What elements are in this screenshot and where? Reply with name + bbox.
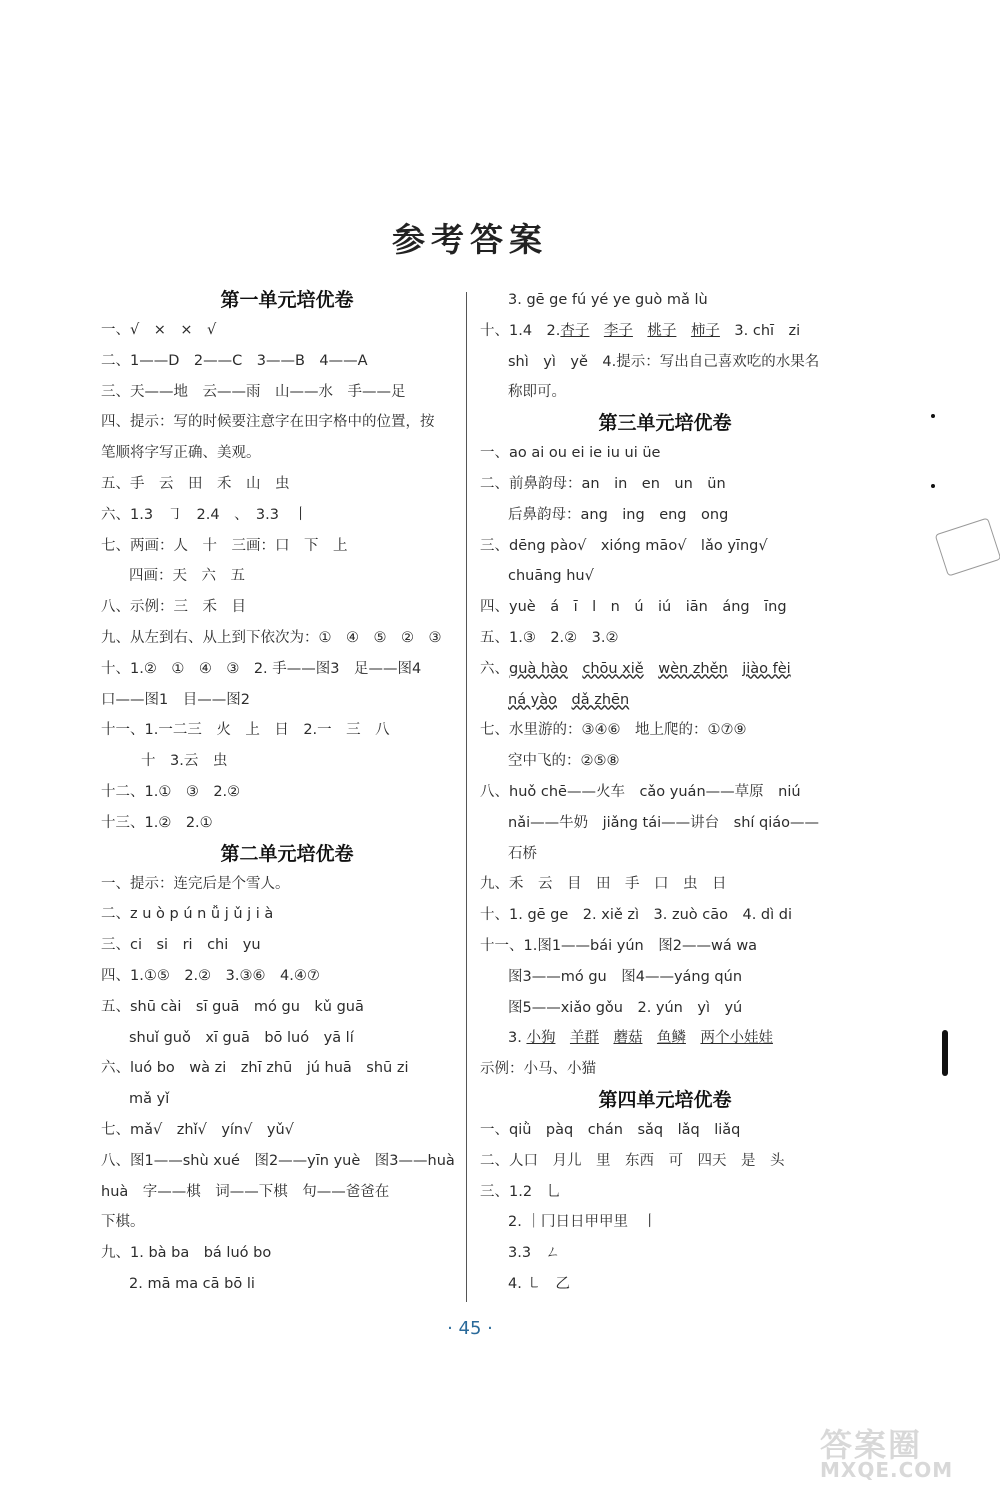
answer-line: 二、前鼻韵母：an in en un ün <box>480 475 726 492</box>
answer-line-wavy <box>480 685 850 716</box>
answer-line: 一、ao ai ou ei ie iu ui üe <box>480 445 661 462</box>
answer-line: 四、1.①⑤ 2.② 3.③⑥ 4.④⑦ <box>101 967 320 984</box>
ink-dot <box>931 484 935 488</box>
answer-line: chuāng hu√ <box>508 568 594 585</box>
answer-prefix: 十、1.4 2. <box>480 322 561 339</box>
answer-line: 十一、1.图1——bái yún 图2——wá wa <box>480 937 758 954</box>
answer-prefix: 3. <box>508 1030 522 1047</box>
watermark-logo: 答案圈 <box>820 1426 923 1464</box>
section-title-unit-4: 第四单元培优卷 <box>598 1088 732 1111</box>
answer-line: shì yì yě 4.提示：写出自己喜欢吃的水果名 <box>508 353 820 370</box>
wavy-word: jiào fèi <box>742 660 791 677</box>
answer-line: shuǐ guǒ xī guā bō luó yā lí <box>129 1029 354 1046</box>
answer-line: 五、手 云 田 禾 山 虫 <box>101 475 290 492</box>
answer-line: 十、1. gē ge 2. xiě zì 3. zuò cāo 4. dì di <box>480 907 792 924</box>
answer-line: 空中飞的：②⑤⑧ <box>508 753 620 770</box>
answer-line: 十 3.云 虫 <box>141 753 228 770</box>
wavy-word: ná yào <box>508 691 558 708</box>
answer-line: 2. ｜冂日日甲甲里 丨 <box>508 1214 657 1231</box>
answer-prefix: 六、 <box>480 660 509 677</box>
column-divider <box>466 292 467 1302</box>
answer-line: 一、提示：连完后是个雪人。 <box>101 875 290 892</box>
answer-line: 示例：小马、小猫 <box>480 1061 596 1078</box>
left-column <box>101 285 461 1300</box>
answer-line: 七、水里游的：③④⑥ 地上爬的：①⑦⑨ <box>480 722 747 739</box>
underlined-word: 鱼鳞 <box>656 1030 686 1047</box>
answer-line: 八、示例：三 禾 目 <box>101 599 246 616</box>
answer-line: 口——图1 目——图2 <box>101 691 250 708</box>
answer-line: 称即可。 <box>508 384 566 401</box>
answer-line: 二、人口 月儿 里 东西 可 四天 是 头 <box>480 1152 785 1169</box>
answer-line: 四、提示：写的时候要注意字在田字格中的位置，按 <box>101 414 435 431</box>
wavy-word: dǎ zhēn <box>571 691 630 708</box>
answer-line: 下棋。 <box>101 1214 145 1231</box>
underlined-word: 桃子 <box>647 322 677 339</box>
answer-line: 十、1.② ① ④ ③ 2. 手——图3 足——图4 <box>101 660 422 677</box>
section-title-unit-2: 第二单元培优卷 <box>220 842 354 865</box>
watermark-url: MXQE.COM <box>820 1458 954 1482</box>
answer-line: 五、shū cài sī guā mó gu kǔ guā <box>101 998 364 1015</box>
answer-line: mǎ yǐ <box>129 1091 170 1108</box>
answer-line: 七、两画：人 十 三画：口 下 上 <box>101 537 348 554</box>
wavy-word: chōu xiě <box>582 660 644 677</box>
answer-line: 一、√ × × √ <box>101 322 217 338</box>
page-title: 参考答案 <box>392 220 548 259</box>
answer-line: 五、1.③ 2.② 3.② <box>480 629 619 646</box>
answer-line: 四画：天 六 五 <box>129 568 245 585</box>
answer-line: 一、qiǜ pàq chán sǎq lǎq liǎq <box>480 1121 741 1138</box>
answer-line: 石桥 <box>508 845 537 862</box>
answer-line: 十一、1.一二三 火 上 日 2.一 三 八 <box>101 722 390 739</box>
answer-line: 2. mā ma cā bō li <box>129 1275 255 1292</box>
answer-line: 六、1.3 ㇆ 2.4 、 3.3 丨 <box>101 506 308 523</box>
answer-line: 十三、1.② 2.① <box>101 814 213 831</box>
underlined-word: 羊群 <box>569 1030 599 1047</box>
answer-line: nǎi——牛奶 jiǎng tái——讲台 shí qiáo—— <box>508 814 820 831</box>
answer-line: 九、从左到右、从上到下依次为：① ④ ⑤ ② ③ <box>101 629 442 646</box>
answer-line: 4. ㇄ 乙 <box>508 1275 570 1292</box>
answer-line: 八、huǒ chē——火车 cǎo yuán——草原 niú <box>480 783 801 800</box>
underlined-word: 李子 <box>603 322 633 339</box>
answer-line: 笔顺将字写正确、美观。 <box>101 445 261 462</box>
answer-line: 二、1——D 2——C 3——B 4——A <box>101 352 368 369</box>
answer-line-fruits <box>480 316 850 347</box>
ink-stroke <box>942 1030 948 1076</box>
page-number: · 45 · <box>447 1318 493 1339</box>
answer-line: 3. gē ge fú yé ye guò mǎ lù <box>508 292 708 308</box>
answer-line: 3.3 ㄥ <box>508 1245 561 1262</box>
answer-suffix: 3. chī zi <box>719 322 801 339</box>
answer-line: 六、luó bo wà zi zhī zhū jú huā shū zi <box>101 1060 409 1077</box>
answer-line: huà 字——棋 词——下棋 句——爸爸在 <box>101 1183 390 1200</box>
answer-line: 二、z u ò p ú n ǚ j ǔ j i à <box>101 906 274 923</box>
answer-line-underlined <box>480 1023 850 1054</box>
section-title-unit-3: 第三单元培优卷 <box>598 412 732 435</box>
underlined-word: 小狗 <box>526 1030 556 1047</box>
ink-dot <box>931 414 935 418</box>
answer-line: 图3——mó gu 图4——yáng qún <box>508 968 743 985</box>
answer-line: 后鼻韵母：ang ing eng ong <box>508 506 729 523</box>
answer-line: 三、1.2 乚 <box>480 1183 562 1200</box>
right-column <box>480 285 850 1300</box>
answer-line: 四、yuè á ī l n ú iú iān áng īng <box>480 599 787 616</box>
underlined-word: 蘑菇 <box>613 1030 643 1047</box>
answer-line: 三、dēng pào√ xióng māo√ lǎo yīng√ <box>480 537 768 554</box>
answer-line: 十二、1.① ③ 2.② <box>101 783 241 800</box>
answer-line: 七、mǎ√ zhǐ√ yín√ yǔ√ <box>101 1121 294 1138</box>
wavy-word: wèn zhěn <box>658 660 728 677</box>
answer-line: 三、天——地 云——雨 山——水 手——足 <box>101 383 406 400</box>
underlined-word: 杏子 <box>560 322 590 339</box>
underlined-word: 两个小娃娃 <box>700 1030 773 1047</box>
answer-line: 九、禾 云 目 田 手 口 虫 日 <box>480 876 727 893</box>
stamp-mark <box>935 517 1000 576</box>
answer-line-wavy <box>480 654 850 685</box>
answer-line: 三、ci si ri chi yu <box>101 937 261 954</box>
section-title-unit-1: 第一单元培优卷 <box>220 289 354 311</box>
answer-line: 八、图1——shù xué 图2——yīn yuè 图3——huà <box>101 1152 455 1169</box>
answer-line: 九、1. bà ba bá luó bo <box>101 1245 272 1262</box>
underlined-word: 柿子 <box>690 322 720 339</box>
answer-line: 图5——xiǎo gǒu 2. yún yì yú <box>508 999 743 1016</box>
wavy-word: guà hào <box>509 660 568 677</box>
